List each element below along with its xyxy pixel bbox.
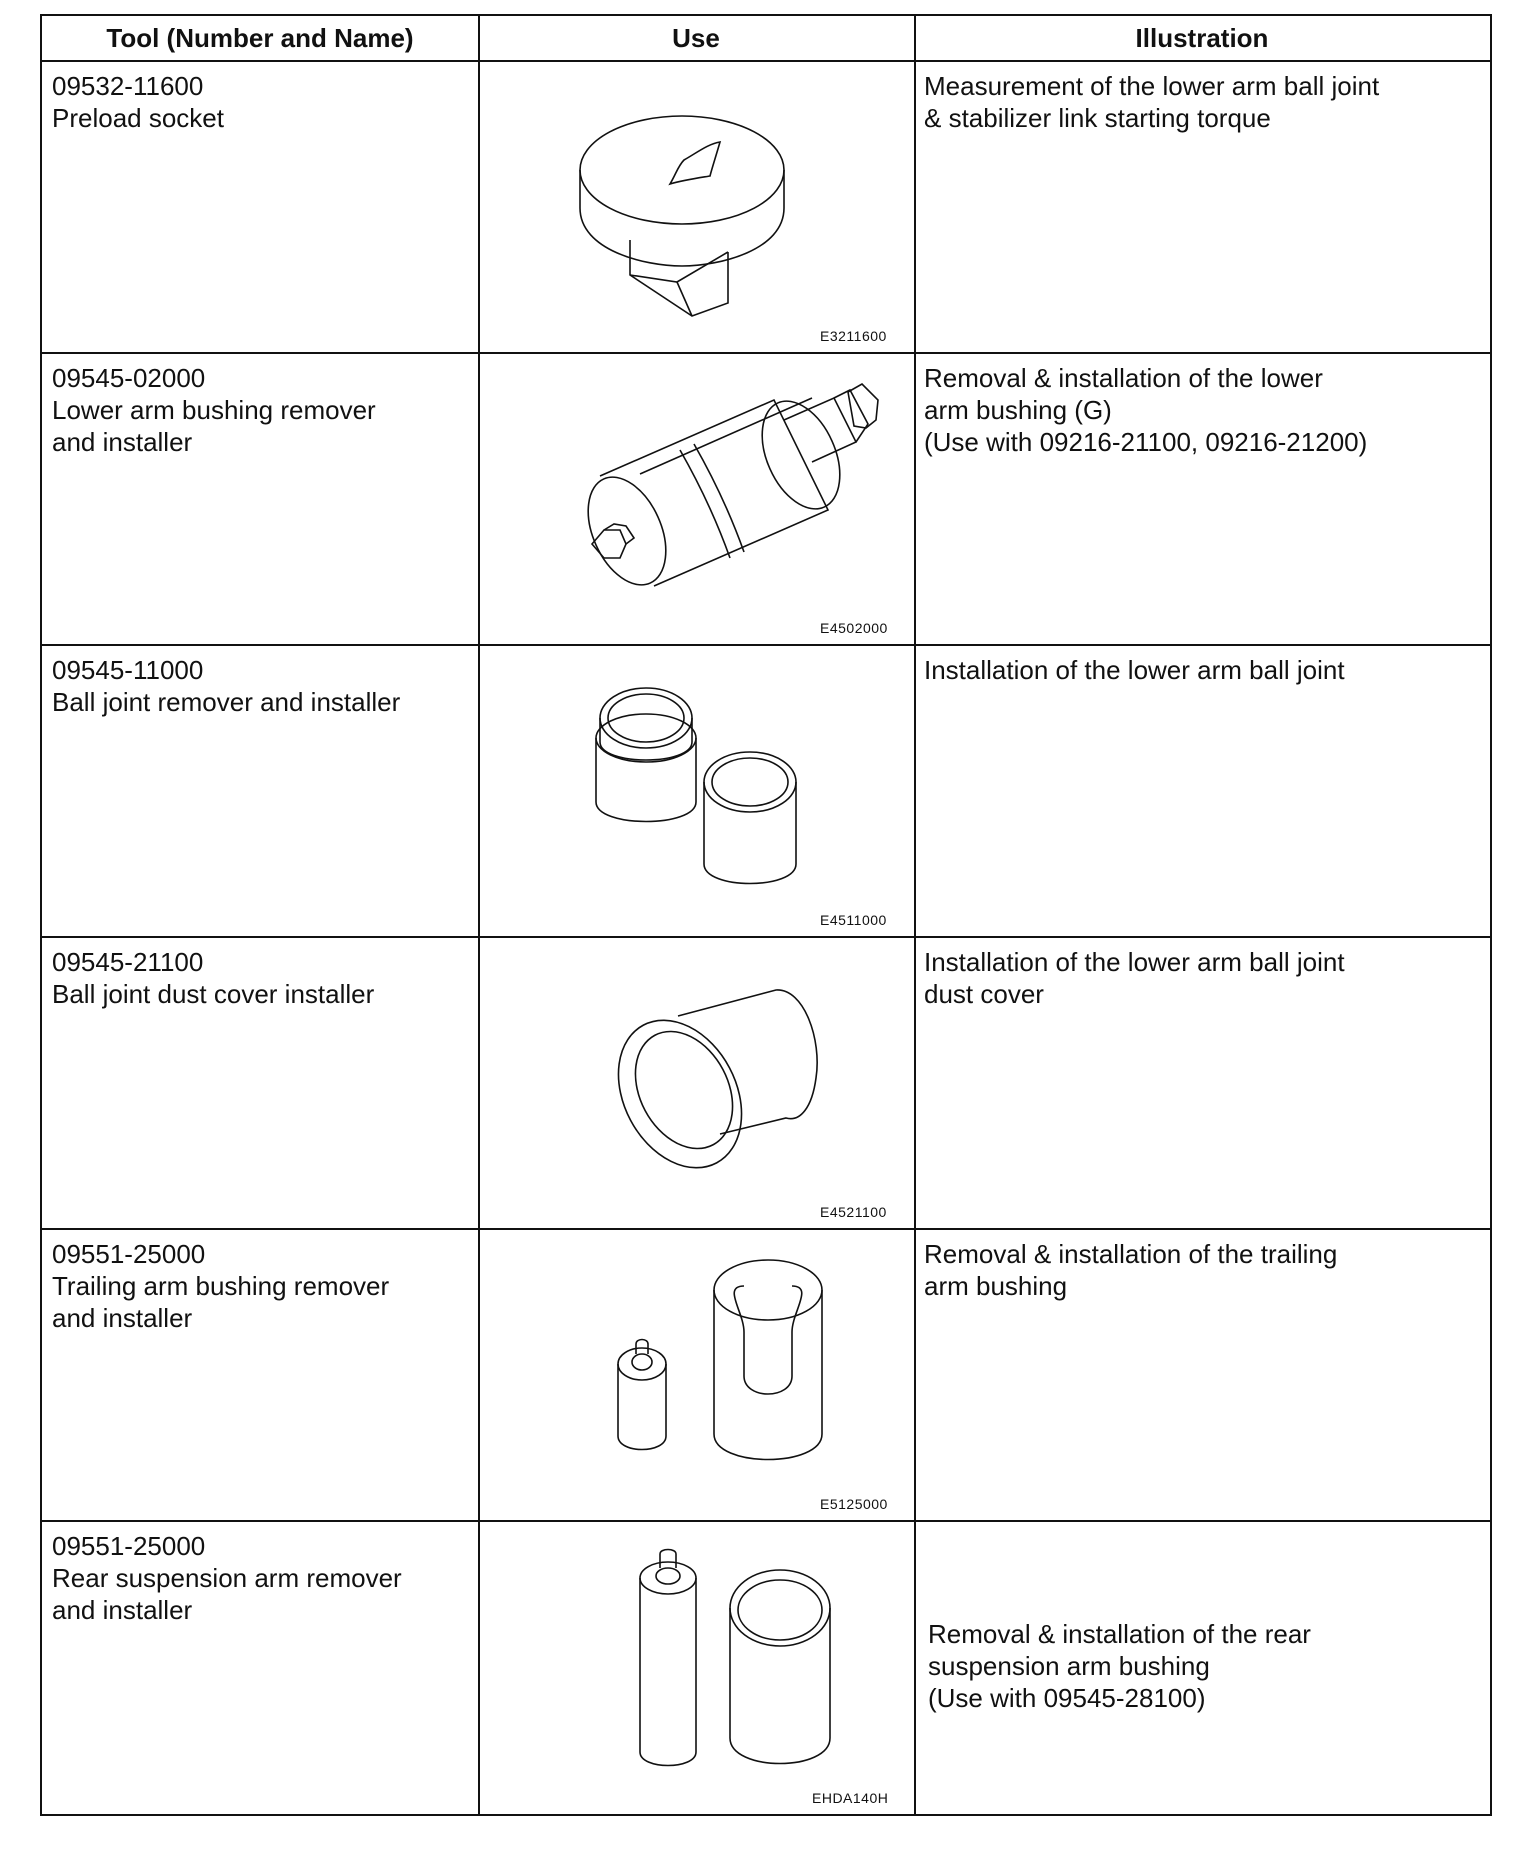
row-divider [42, 1520, 1490, 1522]
use-description: Installation of the lower arm ball joint [924, 655, 1345, 685]
header-tool: Tool (Number and Name) [42, 16, 478, 62]
row-divider [42, 936, 1490, 938]
ball-joint-tool-icon [582, 676, 852, 896]
tool-number: 09545-11000 [52, 655, 204, 685]
tool-number: 09551-25000 [52, 1531, 206, 1561]
use-description: Removal & installation of the lower arm bushing (G) (Use with 09216-21100, 09216-21200) [924, 363, 1368, 457]
table-row-tool [52, 70, 472, 134]
header-illustration: Illustration [914, 16, 1490, 62]
row-divider [42, 352, 1490, 354]
figure-code: E5125000 [820, 1496, 888, 1512]
bushing-remover-icon [562, 380, 882, 600]
row-divider [42, 1228, 1490, 1230]
tool-name: Lower arm bushing remover and installer [52, 395, 376, 457]
use-description: Removal & installation of the trailing arm bushing [924, 1239, 1338, 1301]
tool-name: Preload socket [52, 103, 224, 133]
trailing-arm-tool-icon [602, 1258, 842, 1478]
figure-code: EHDA140H [812, 1790, 889, 1806]
tool-name: Rear suspension arm remover and installer [52, 1563, 402, 1625]
tool-number: 09545-21100 [52, 947, 204, 977]
preload-socket-icon [572, 112, 842, 322]
figure-code: E4521100 [820, 1204, 887, 1220]
use-description: Measurement of the lower arm ball joint & stabilizer link starting torque [924, 71, 1380, 133]
column-divider [914, 16, 916, 1814]
tool-name: Ball joint dust cover installer [52, 979, 375, 1009]
row-divider [42, 644, 1490, 646]
header-use: Use [478, 16, 914, 62]
figure-code: E4502000 [820, 620, 888, 636]
dust-cover-installer-icon [608, 978, 848, 1178]
rear-suspension-tool-icon [614, 1546, 854, 1776]
tool-name: Trailing arm bushing remover and installer [52, 1271, 390, 1333]
special-tools-table [40, 14, 1492, 1816]
tool-name: Ball joint remover and installer [52, 687, 401, 717]
column-divider [478, 16, 480, 1814]
tool-number: 09532-11600 [52, 71, 204, 101]
table-row-tool [52, 946, 472, 1010]
table-row-tool [52, 1530, 472, 1626]
figure-code: E4511000 [820, 912, 887, 928]
tool-number: 09545-02000 [52, 363, 206, 393]
tool-number: 09551-25000 [52, 1239, 206, 1269]
table-row-tool [52, 654, 472, 718]
use-description: Installation of the lower arm ball joint dust cover [924, 947, 1345, 1009]
figure-code: E3211600 [820, 328, 887, 344]
table-row-tool [52, 1238, 472, 1334]
use-description: Removal & installation of the rear suspension arm bushing (Use with 09545-28100) [928, 1619, 1311, 1713]
table-row-tool [52, 362, 472, 458]
